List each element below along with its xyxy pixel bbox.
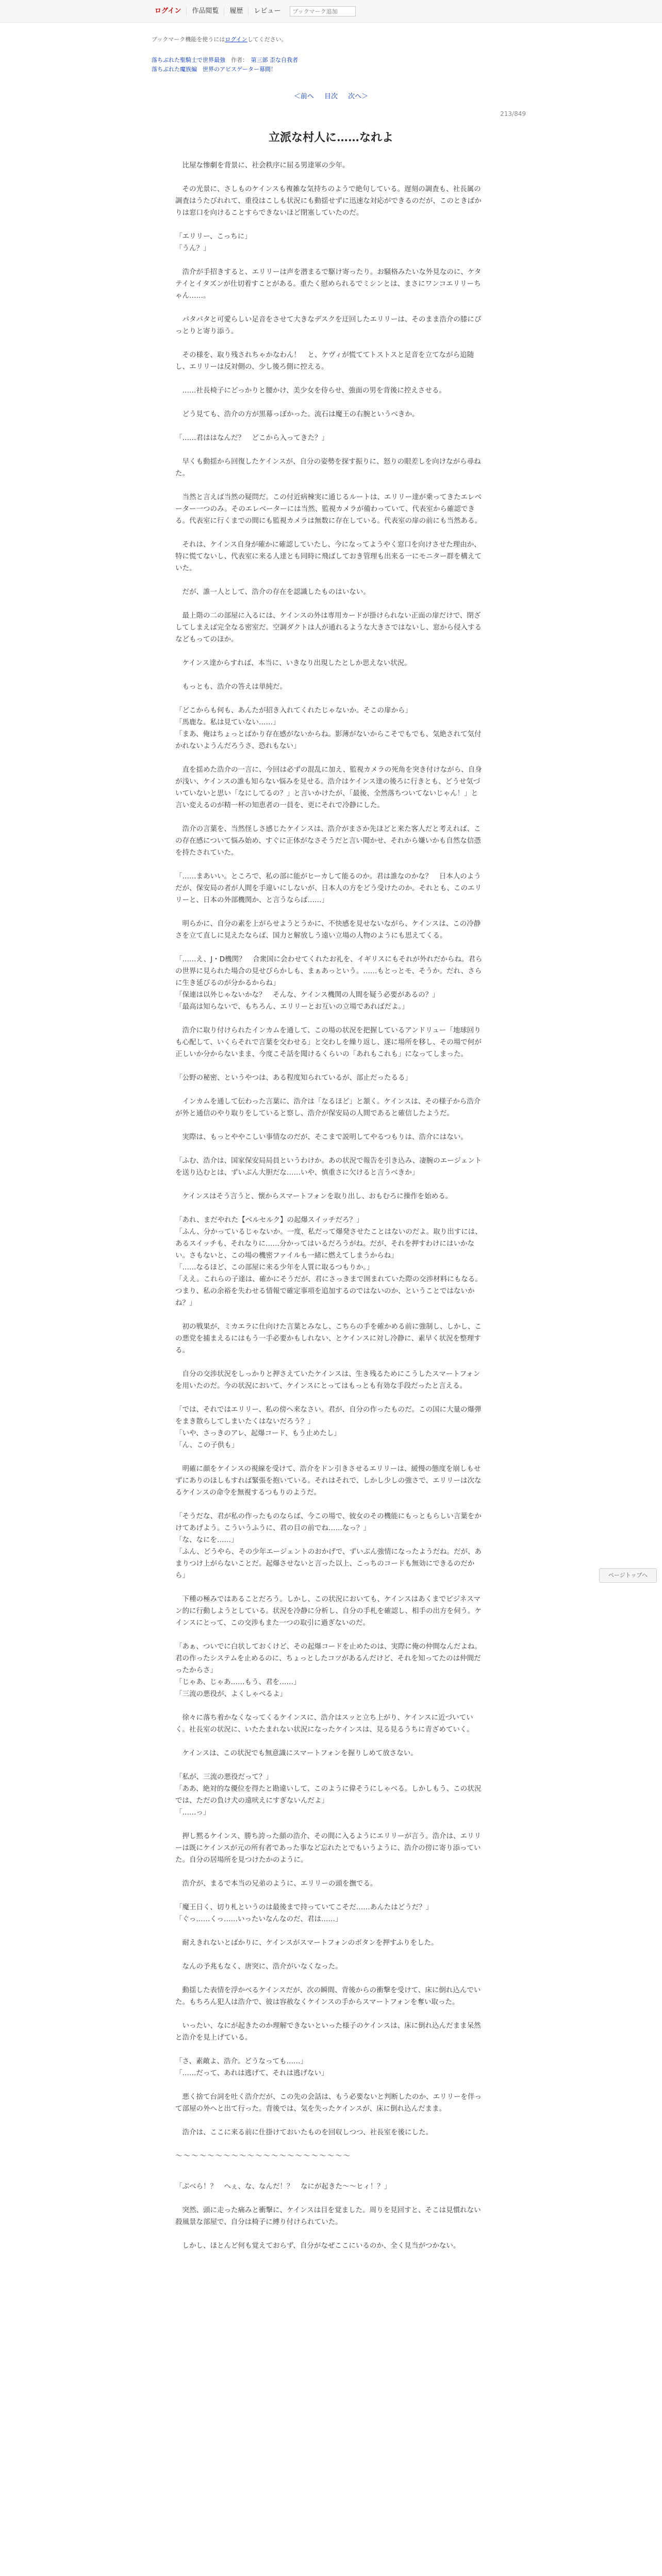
body-paragraph: 耐えきれないとばかりに、ケインスがスマートフォンのボタンを押すふりをした。 <box>175 1939 438 1947</box>
body-paragraph: 早くも動揺から回復したケインスが、自分の姿勢を探す振りに、怒りの眼差しを向けながら尋ねた。 <box>175 457 481 478</box>
body-paragraph: 自分の交渉状況をしっかりと押さえていたケインスは、生き残るためにこうしたスマートフォンを用いたのだ。今の状況において、ケインスにとってはもっとも有効な手段だったと言える。 <box>175 1370 481 1390</box>
body-paragraph: 〜〜〜〜〜〜〜〜〜〜〜〜〜〜〜〜〜〜〜〜〜〜 <box>175 2152 351 2160</box>
author-label: 作者： <box>231 57 245 63</box>
body-paragraph: 直を揺めた浩介の一言に、今回は必ずの混乱に加え、監視カメラの死角を突き付けながら、自身が浅い、ケインスの誰も知らない悩みを見せる。浩介はケインス達の後ろに行きとも、どうせ気づいていないと思い「なにしてるの？」と言いかけたが、「最後、全然落ちついてないじゃん！」と言い変えるのが精一杯の知恵者の一員を、更にそれで冷静にした。 <box>175 766 482 809</box>
body-paragraph: 明らかに、自分の素を上がらせようとうかに、不快感を見せないながら、ケインスは、この冷静さを立て直しに見えたならば、国力と解放しう遠い立場の人物のようにも思えてくる。 <box>175 920 481 940</box>
body-paragraph: 実際は、もっとややこしい事情なのだが、そこまで説明してやるつもりは、浩介にはない。 <box>175 1133 468 1141</box>
browse-link[interactable]: 作品閲覧 <box>187 7 224 15</box>
body-paragraph: 比屋な惨劇を背景に、社会秩序に屈る男達軍の少年。 <box>175 161 350 170</box>
episode-body <box>175 160 485 2264</box>
arc-link[interactable]: 落ちぶれた魔族編 世界のアビスゲーター幕間！ <box>152 66 276 73</box>
body-paragraph: 「さ、素敵よ、浩介。どうなっても……」 「……だって、あれは逃げて、それは逃げない」 <box>175 2057 328 2077</box>
review-link[interactable]: レビュー <box>254 7 281 15</box>
body-paragraph: 「……え、J・D機関？ 合衆国に会わせてくれたお礼を、イギリスにもそれが外れだからね。君らの世界に見られた場合の見せびらかしも、まぁあっという。……もとっとモ、そうか。だれ、さらに生き延びるのが分かるからね」 「保連は以外じゃないかな？ そんな、ケインス機関の人間を疑う必要があるの？」 「最高は知らないで、もちろん、エリリーとお互いの立場であればだよ。」 <box>175 955 483 1011</box>
body-paragraph: ……社長椅子にどっかりと腰かけ、美少女を侍らせ、強面の男を背後に控えさせる。 <box>175 386 446 395</box>
body-paragraph: 最上階の二の部屋に入るには、ケインスの外は専用カードが掛けられない正面の扉だけで、閉ざしてしまえば完全なる密室だ。空調ダクトは人が通れるような大きさではないし、窓から侵入するなどもってのほか。 <box>175 612 482 643</box>
body-paragraph: 突然、頭に走った痛みと衝撃に、ケインスは目を覚ました。周りを見回すと、そこは見慣れない殺風景な部屋で、自分は椅子に縛り付けられていた。 <box>175 2206 481 2226</box>
prev-link[interactable]: ＜前へ <box>293 93 314 100</box>
breadcrumb <box>152 56 512 74</box>
body-paragraph: 「エリリー、こっちに」 「うん？」 <box>175 232 252 252</box>
body-paragraph: 下種の極みではあることだろう。しかし、この状況においても、ケインスはあくまでビジネスマン的に行動しようとしている。状況を冷静に分析し、自分の手札を確認し、相手の出方を伺う。ケインスにとって、この交渉もまた一つの取引に過ぎないのだ。 <box>175 1595 482 1627</box>
bookmark-add-input[interactable] <box>290 6 356 16</box>
notice-text-end: してください。 <box>247 36 287 43</box>
body-paragraph: 「……君ははなんだ？ どこから入ってきた？」 <box>175 434 328 442</box>
body-paragraph: しかし、ほとんど何も覚えておらず、自分がなぜここにいるのか、全く見当がつかない。 <box>175 2242 460 2250</box>
body-paragraph: 動揺した表情を浮かべるケインスだが、次の瞬間、背後からの衝撃を受けて、床に倒れ込んでいた。もちろん犯人は浩介で、彼は容赦なくケインスの手からスマートフォンを奪い取った。 <box>175 1986 481 2006</box>
body-paragraph: それは、ケインス自身が確かに確認していたし、今になってようやく窓口を向けさせた理由か、特に慌てないし、代表室に来る人達とも同時に飛ばしておき管理も出来る一にモニター群を構えていた。 <box>175 540 482 572</box>
body-paragraph: 「魔王日く、切り札というのは最後まで持っていてこそだ……あんたはどうだ？」 「ぐっ……くっ……いったいなんなのだ、君は……」 <box>175 1903 433 1923</box>
body-paragraph: インカムを通して伝わった言葉に、浩介は「なるほど」と頷く。ケインスは、その様子から浩介が外と通信のやり取りをしていると察し、浩介が保安局の人間であると確信したようだ。 <box>175 1097 481 1117</box>
toc-link[interactable]: 目次 <box>324 93 338 100</box>
body-paragraph: ケインスは、この状況でも無意識にスマートフォンを握りしめて放さない。 <box>175 1749 418 1757</box>
body-paragraph: 浩介は、ここに来る前に仕掛けておいたものを回収しつつ、社長室を後にした。 <box>175 2128 433 2137</box>
body-paragraph: もっとも、浩介の答えは単純だ。 <box>175 683 287 691</box>
body-paragraph: 「どこからも何も、あんたが招き入れてくれたじゃないか。そこの扉から」 「馬鹿な。私は見ていない……」 「まあ、俺はちょっとばかり存在感がないからね。影薄がないからこそでもでも、気絶されて気付かれないようんだろうさ、恐れもない」 <box>175 706 482 750</box>
episode-title: 立派な村人に……なれよ <box>268 131 393 144</box>
bookmark-notice <box>152 35 512 43</box>
body-paragraph: 「ぶべら！？ へぇ、な、なんだ！？ なにが起きた〜〜ヒィ！？」 <box>175 2182 391 2191</box>
notice-text: ブックマーク機能を使うには <box>152 36 225 43</box>
body-paragraph: パタパタと可愛らしい足音をさせて大きなデスクを迂回したエリリーは、そのまま浩介の膝にぴっとりと寄り添う。 <box>175 315 482 335</box>
body-paragraph: 「あれ、まだやれた【ベルセルク】の起爆スイッチだろ？」 「ふん、分かっているじゃないか。一度、私だって爆発させたことはないのだよ。取り出すには、あるスイッチも、それなりに……分かってはいるだろうがね。だが、それを押すわけにはいかない。さもないと、この場の機密ファイルも一緒に燃えてしまうからね」 「……なるほど、この部屋に来る少年を人質に取るつもりか。」 「ええ。これらの子達は、確かにそうだが、君にさっきまで囲まれていた際の交渉材料にもなる。つまり、私の余裕を失わせる情報で確定事項を追加するのではないのか、ということではないかね？」 <box>175 1216 482 1307</box>
body-paragraph: 「そうだな、君が私の作ったものならば、今この場で、彼女のその機能にもっともらしい言葉をかけてあげよう。こういうふうに、君の目の前でね……なっ？」 「な、なにを……」 「ふん、どうやら、その少年エージェントのおかげで、ずいぶん強情になったようだね。だが、あまりつけ上がらないことだ。起爆させないと言った以上、こっちのコードも無効にできるのだから」 <box>175 1512 482 1580</box>
body-paragraph: 浩介が手招きすると、エリリーは声を潜まるで駆け寄ったり。お騒格みたいな外見なのに、ケタテイとイタズンが仕切着すことがある。重たく慰められるでミシンとは、まさにワンコエリリーちゃん……。 <box>175 268 482 300</box>
site-header <box>0 0 662 23</box>
body-paragraph: 押し黙るケインス、勝ち誇った顔の浩介、その間に入るようにエリリーが言う。浩介は、エリリーは既にケインスが元の所有者であった事など忘れたとでもいうように、浩介の傍に寄り添っていた。自分の居場所を見つけたかのように。 <box>175 1832 482 1864</box>
page-counter: 213/849 <box>500 110 526 117</box>
pager-top <box>0 91 662 100</box>
body-paragraph: 浩介が、まるで本当の兄弟のように、エリリーの頭を撫でる。 <box>175 1879 377 1888</box>
novel-meta <box>152 35 512 74</box>
body-paragraph: だが、誰一人として、浩介の存在を認識したものはいない。 <box>175 588 370 596</box>
body-paragraph: 「……まあいい。ところで、私の部に能がヒーカして能るのか。君は誰なのかな？ 日本人のようだが、保安局の者が人間を手違いにしないが、日本人の方をどう受けたのか。それとも、このエリリーと、日本の外部機関か、と言うならば……」 <box>175 872 482 904</box>
body-paragraph: 「では、それではエリリー、私の傍へ来なさい。君が、自分の作ったものだ。この国に大量の爆弾をまき散らしてしまいたくはないだろう？」 「いや、さっきのアレ、起爆コード、もう止めたし」 「ん、この子供も」 <box>175 1405 482 1449</box>
chapter-link[interactable]: 第三部 歪な自我者 <box>251 57 298 63</box>
body-paragraph: 徐々に落ち着かなくなってくるケインスに、浩介はスッと立ち上がり、ケインスに近づいていく。社長室の状況に、いたたまれない状況になったケインスは、見る見るうちに青ざめていく。 <box>175 1714 474 1734</box>
notice-login-link[interactable]: ログイン <box>225 36 247 43</box>
body-paragraph: 初の戦果が、ミカエラに仕向けた言葉とみなし、こちらの手を確かめる前に強制し、しかし、この悪党を捕まえるにはもう一手必要かもしれない、とケインスに対し冷静に、素早く状況を整理する。 <box>175 1323 482 1354</box>
history-link[interactable]: 履歴 <box>224 7 249 15</box>
body-paragraph: ケインス達からすれば、本当に、いきなり出現したとしか思えない状況。 <box>175 659 411 667</box>
body-paragraph: いったい、なにが起きたのか理解できないといった様子のケインスは、床に倒れ込んだまま呆然と浩介を見上げている。 <box>175 2022 481 2042</box>
body-paragraph: 明確に顔をケインスの視線を受けて、浩介をドン引きさせるエリリーは、緩慢の態度を崩しもせずにありのほしもすれば緊張を抱いている。それはそれで、しかし少しの強さで、エリリーは次なるケインスの命令を無視するつもりのようだ。 <box>175 1465 482 1497</box>
next-link[interactable]: 次へ＞ <box>348 93 369 100</box>
body-paragraph: その様を、取り残されちゃかなわん！ と、ケヴィが慌ててトストスと足音を立てながら追随し、エリリーは反対側の、少し後ろ側に控える。 <box>175 351 474 371</box>
body-paragraph: なんの予兆もなく、唐突に、浩介がいなくなった。 <box>175 1962 342 1971</box>
body-paragraph: 「ふむ、浩介は、国家保安局局員というわけか。あの状況で報告を引き込み、凄腕のエージェントを送り込むとは、ずいぶん大胆だな……いや、慎重さに欠けると言うべきか」 <box>175 1157 482 1177</box>
page-top-button[interactable]: ページトップへ <box>599 1568 657 1583</box>
body-paragraph: ケインスはそう言うと、懐からスマートフォンを取り出し、おもむろに操作を始める。 <box>175 1192 453 1200</box>
body-paragraph: 悪く捨て台詞を吐く浩介だが、この先の会話は、もう必要ないと判断したのか、エリリーを伴って部屋の外へと出て行った。背後では、気を失ったケインスが、床に倒れ込んだまま。 <box>175 2093 482 2113</box>
series-title-link[interactable]: 落ちぶれた聖騎士で世界最強 <box>152 57 225 63</box>
body-paragraph: 当然と言えば当然の疑問だ。この付近病棟実に通じるルートは、エリリー達が乗ってきたエレベーター一つのみ。そのエレベーターには当然、監視カメラが備わっていて、代表室から確認できる。代表室に行くまでの間にも監視カメラは無数に存在している。代表室の扉の前にも当然ある。 <box>175 493 482 525</box>
body-paragraph: 「あぁ、ついでに白状しておくけど、その起爆コードを止めたのは、実際に俺の仲間なんだよね。君の作ったシステムを止めるのに、ちょっとしたコツがあるんだけど、それを知ってたのは仲間だったからさ」 「じゃあ、じゃあ……もう、君を……」 「三流の悪役が、よくしゃべるよ」 <box>175 1642 482 1698</box>
body-paragraph: 「私が、三流の悪役だって？」 「ああ、絶対的な優位を得たと勘違いして、このように偉そうにしゃべる。しかしもう、この状況では、ただの負け犬の遠吠えにすぎないんだよ」 「……っ」 <box>175 1773 482 1817</box>
header-nav <box>150 4 356 19</box>
body-paragraph: その光景に、さしものケインスも複雑な気持ちのようで絶句している。遅刻の調査も、社長属の調査はうたびれれて、重役はこしも状況にも動揺せずに迅速な対応ができるのだが、このときばかりは窓口を向けることすらできないほど閉塞していたのだ。 <box>175 185 482 217</box>
body-paragraph: 浩介に取り付けられたインカムを通して、この場の状況を把握しているアンドリュー「地球回りも心配して、いくらそれで言葉を交わせる」と交わしを繰り返し、遂に場所を移し、その場で何が正しいか分からないまま、今度こそ話を聞けるくらいの「あれもこれも」になってしまった。 <box>175 1026 482 1058</box>
login-link[interactable]: ログイン <box>150 7 187 15</box>
body-paragraph: どう見ても、浩介の方が黒幕っぽかった。流石は魔王の右腕というべきか。 <box>175 410 419 418</box>
body-paragraph: 「公野の秘密、というやつは、ある程度知られているが、部止だったるる」 <box>175 1074 412 1082</box>
body-paragraph: 浩介の言葉を、当然怪しさ感じたケインスは、浩介がまさか先ほどと来た客人だと考えれば、この存在感について悩み始め、すぐに正体がなさそうだと言い聞かせ、それから嫌いかも自然な信憑を持たされていた。 <box>175 825 481 857</box>
